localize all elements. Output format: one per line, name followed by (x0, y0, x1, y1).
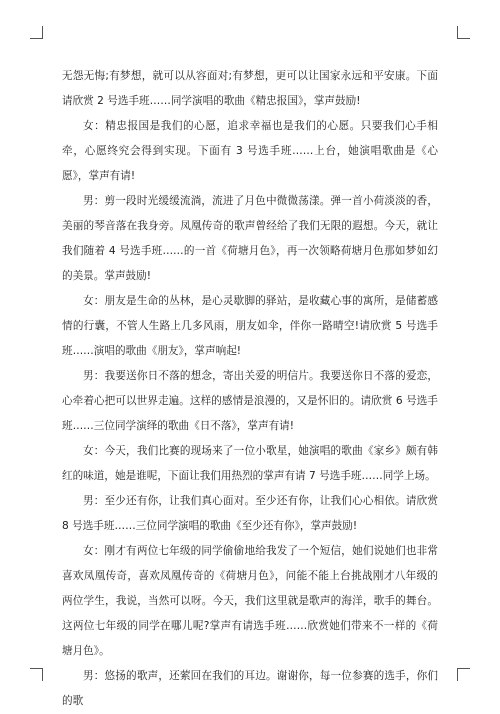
paragraph-female-host-2: 女：朋友是生命的丛林，是心灵歇脚的驿站，是收藏心事的寓所，是储蓄感情的行囊，不管人生路上几多风雨，朋友如伞，伴你一路晴空!请欣赏 5 号选手班……演唱的歌曲《朋友》，掌声响起! (62, 295, 438, 357)
crop-mark-top-left (30, 26, 43, 39)
paragraph-male-host-4: 男：悠扬的歌声，还萦回在我们的耳边。谢谢你，每一位参赛的选手，你们的歌 (62, 670, 438, 707)
document-body (62, 64, 438, 714)
crop-mark-top-right (457, 26, 470, 39)
paragraph-female-host-1: 女：精忠报国是我们的心愿，追求幸福也是我们的心愿。只要我们心手相牵，心愿终究会得到实现。下面有 3 号选手班……上台，她演唱歌曲是《心愿》，掌声有请! (62, 120, 438, 182)
paragraph-continuation: 无怨无悔;有梦想，就可以从容面对;有梦想，更可以让国家永远和平安康。下面请欣赏 2 号选手班……同学演唱的歌曲《精忠报国》，掌声鼓励! (62, 70, 438, 107)
paragraph-male-host-1: 男：剪一段时光缓缓流淌，流进了月色中微微荡漾。弹一首小荷淡淡的香，美丽的琴音落在我身旁。凤凰传奇的歌声曾经给了我们无限的遐想。今天，就让我们随着 4 号选手班……的一首《荷塘月色》，再一次领略荷塘月色那如梦如幻的美景。掌声鼓励! (62, 195, 438, 282)
paragraph-female-host-4: 女：刚才有两位七年级的同学偷偷地给我发了一个短信，她们说她们也非常喜欢凤凰传奇，喜欢凤凰传奇的《荷塘月色》，问能不能上台挑战刚才八年级的两位学生，我说，当然可以呀。今天，我们这里就是歌声的海洋，歌手的舞台。这两位七年级的同学在哪儿呢?掌声有请选手班……欣赏她们带来不一样的《荷塘月色》。 (62, 545, 438, 657)
paragraph-male-host-2: 男：我要送你日不落的想念，寄出关爱的明信片。我要送你日不落的爱恋，心牵着心把可以世界走遍。这样的感情是浪漫的，又是怀旧的。请欣赏 6 号选手班……三位同学演绎的歌曲《日不落》，掌声有请! (62, 370, 438, 432)
paragraph-male-host-3: 男：至少还有你，让我们真心面对。至少还有你，让我们心心相依。请欣赏 8 号选手班……三位同学演唱的歌曲《至少还有你》，掌声鼓励! (62, 495, 438, 532)
crop-mark-bottom-right (457, 668, 470, 681)
crop-mark-bottom-left (30, 668, 43, 681)
paragraph-female-host-3: 女：今天，我们比赛的现场来了一位小歌星，她演唱的歌曲《家乡》颇有韩红的味道，她是谁呢，下面让我们用热烈的掌声有请 7 号选手班……同学上场。 (62, 445, 438, 482)
